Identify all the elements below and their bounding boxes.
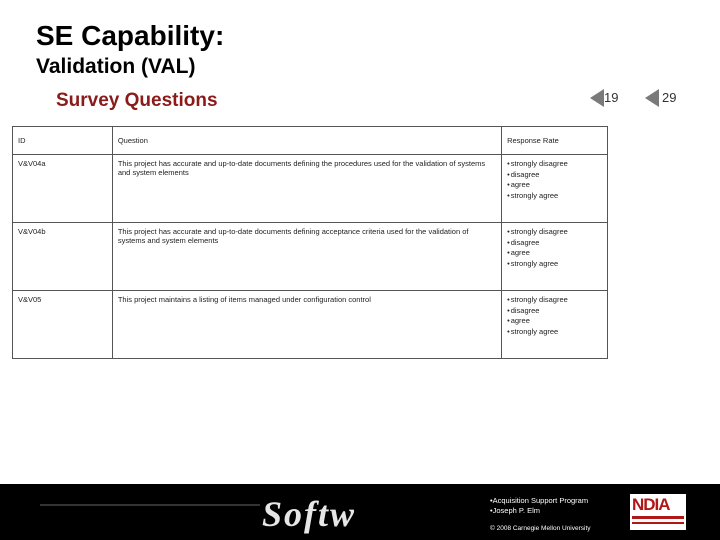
next-slide-marker-icon[interactable] xyxy=(645,89,659,107)
response-option: • disagree xyxy=(507,238,602,249)
row-id: V&V05 xyxy=(13,291,113,359)
header-response-rate: Response Rate xyxy=(502,127,608,155)
table-row xyxy=(13,155,608,223)
total-page-number: 29 xyxy=(662,90,677,105)
prev-slide-marker-icon[interactable] xyxy=(590,89,604,107)
footer-program-line: •Acquisition Support Program xyxy=(490,496,589,505)
response-options-list xyxy=(507,295,602,337)
footer-bar xyxy=(0,484,720,540)
response-option: • disagree xyxy=(507,170,602,181)
section-heading: Survey Questions xyxy=(56,90,218,111)
table-row xyxy=(13,223,608,291)
response-options-list xyxy=(507,227,602,269)
response-option: • strongly disagree xyxy=(507,227,602,238)
response-option: • strongly disagree xyxy=(507,295,602,306)
response-option: • agree xyxy=(507,316,602,327)
response-option: • agree xyxy=(507,180,602,191)
table-header-row xyxy=(13,127,608,155)
logo-band xyxy=(632,522,684,524)
response-option: • agree xyxy=(507,248,602,259)
row-responses xyxy=(502,291,608,359)
ndia-logo-text: NDIA xyxy=(632,495,670,514)
header-id: ID xyxy=(13,127,113,155)
footer-copyright: © 2008 Carnegie Mellon University xyxy=(490,525,591,532)
slide-subtitle: Validation (VAL) xyxy=(36,55,196,78)
survey-questions-table xyxy=(12,126,608,359)
software-wordmark-logo: Softw xyxy=(262,494,357,534)
slide-title: SE Capability: xyxy=(36,20,225,51)
response-option: • strongly agree xyxy=(507,327,602,338)
header-question: Question xyxy=(112,127,501,155)
row-question: This project maintains a listing of items managed under configuration control xyxy=(112,291,501,359)
footer-author-line: •Joseph P. Elm xyxy=(490,506,541,515)
row-responses xyxy=(502,223,608,291)
current-page-number: 19 xyxy=(604,90,619,105)
ndia-logo xyxy=(630,494,686,530)
table-row xyxy=(13,291,608,359)
response-option: • strongly disagree xyxy=(507,159,602,170)
row-id: V&V04b xyxy=(13,223,113,291)
response-option: • strongly agree xyxy=(507,191,602,202)
row-question: This project has accurate and up-to-date documents defining the procedures used for the validation of systems and system elements xyxy=(112,155,501,223)
row-id: V&V04a xyxy=(13,155,113,223)
row-question: This project has accurate and up-to-date documents defining acceptance criteria used for the validation of systems and system elements xyxy=(112,223,501,291)
footer-info xyxy=(490,496,591,534)
row-responses xyxy=(502,155,608,223)
response-options-list xyxy=(507,159,602,201)
footer-decoration xyxy=(40,504,260,506)
logo-band xyxy=(632,516,684,519)
response-option: • disagree xyxy=(507,306,602,317)
response-option: • strongly agree xyxy=(507,259,602,270)
